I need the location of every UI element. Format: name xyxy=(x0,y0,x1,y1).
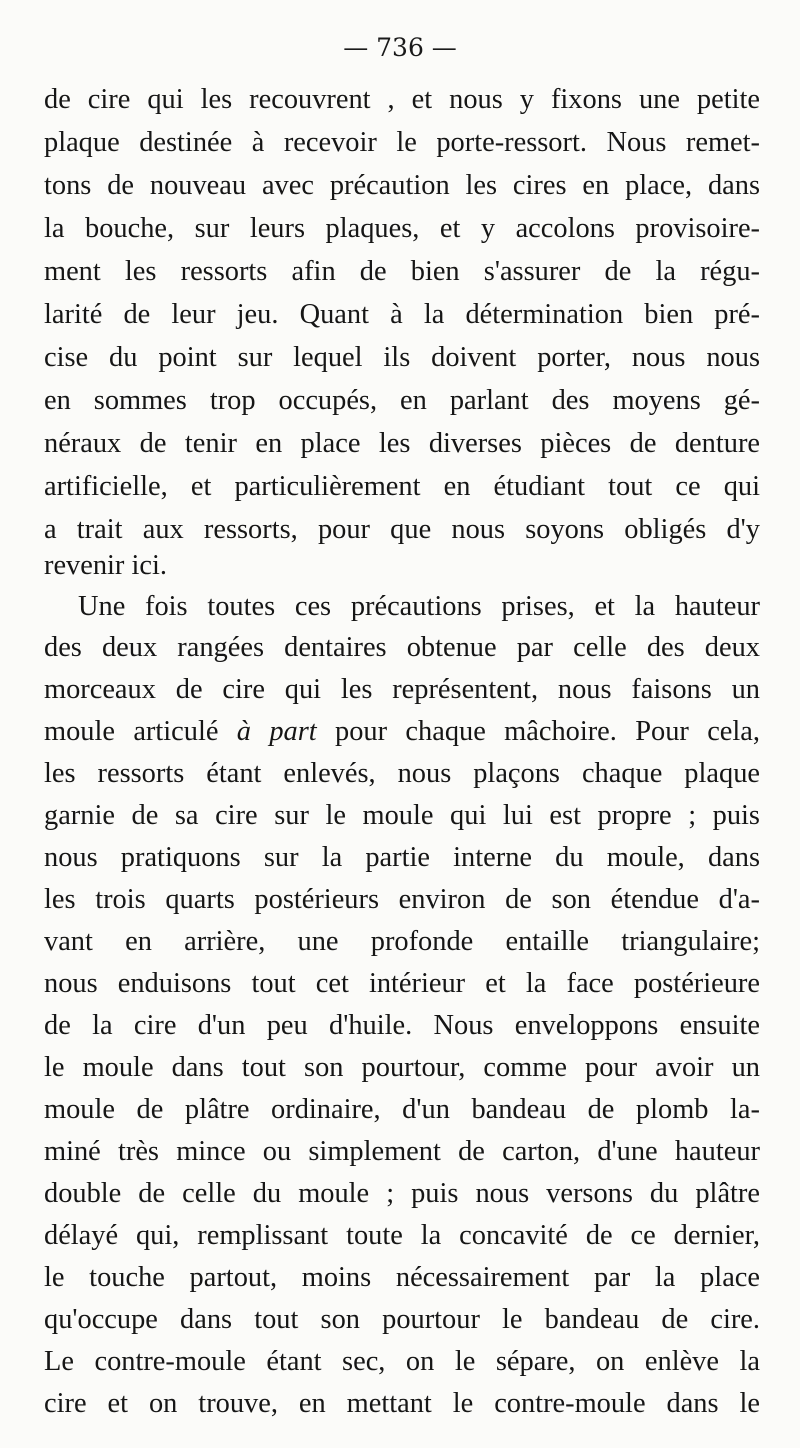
text-line: artificielle, et particulièrement en étudiant tout ce qui xyxy=(44,471,760,502)
text-line: néraux de tenir en place les diverses pièces de denture xyxy=(44,428,760,459)
italic-phrase: à part xyxy=(236,716,317,747)
text-line: le touche partout, moins nécessairement par la place xyxy=(44,1262,760,1293)
text-line: revenir ici. xyxy=(44,550,167,581)
text-line: les ressorts étant enlevés, nous plaçons chaque plaque xyxy=(44,758,760,789)
text-line: de la cire d'un peu d'huile. Nous enveloppons ensuite xyxy=(44,1010,760,1041)
text-line: double de celle du moule ; puis nous versons du plâtre xyxy=(44,1178,760,1209)
text-line: plaque destinée à recevoir le porte-ressort. Nous remet- xyxy=(44,127,760,158)
text-line: ment les ressorts afin de bien s'assurer de la régu- xyxy=(44,256,760,287)
text-line: de cire qui les recouvrent , et nous y fixons une petite xyxy=(44,84,760,115)
text-line: moule de plâtre ordinaire, d'un bandeau de plomb la- xyxy=(44,1094,760,1125)
text-line: les trois quarts postérieurs environ de son étendue d'a- xyxy=(44,884,760,915)
text-line: nous pratiquons sur la partie interne du moule, dans xyxy=(44,842,760,873)
text-line: miné très mince ou simplement de carton, d'une hauteur xyxy=(44,1136,760,1167)
text-line: tons de nouveau avec précaution les cires en place, dans xyxy=(44,170,760,201)
text-line: nous enduisons tout cet intérieur et la face postérieure xyxy=(44,968,760,999)
text-line: a trait aux ressorts, pour que nous soyons obligés d'y xyxy=(44,514,760,545)
text-line: morceaux de cire qui les représentent, nous faisons un xyxy=(44,674,760,705)
text-line: en sommes trop occupés, en parlant des moyens gé- xyxy=(44,385,760,416)
text-line: la bouche, sur leurs plaques, et y accolons provisoire- xyxy=(44,213,760,244)
text-line: qu'occupe dans tout son pourtour le bandeau de cire. xyxy=(44,1304,760,1335)
text-segment: pour chaque mâchoire. Pour cela, xyxy=(316,716,760,747)
text-segment: moule articulé xyxy=(44,716,237,747)
text-line: vant en arrière, une profonde entaille triangulaire; xyxy=(44,926,760,957)
text-line: délayé qui, remplissant toute la concavité de ce dernier, xyxy=(44,1220,760,1251)
text-line-with-italic xyxy=(44,710,760,754)
text-line: garnie de sa cire sur le moule qui lui est propre ; puis xyxy=(44,800,760,831)
text-line: larité de leur jeu. Quant à la détermination bien pré- xyxy=(44,299,760,330)
page-number: — 736 — xyxy=(343,33,457,62)
paragraph-first-line: Une fois toutes ces précautions prises, et la hauteur xyxy=(78,591,760,622)
text-line: des deux rangées dentaires obtenue par celle des deux xyxy=(44,632,760,663)
text-line: le moule dans tout son pourtour, comme pour avoir un xyxy=(44,1052,760,1083)
text-line: cire et on trouve, en mettant le contre-moule dans le xyxy=(44,1388,760,1419)
text-line: cise du point sur lequel ils doivent porter, nous nous xyxy=(44,342,760,373)
text-line: Le contre-moule étant sec, on le sépare, on enlève la xyxy=(44,1346,760,1377)
